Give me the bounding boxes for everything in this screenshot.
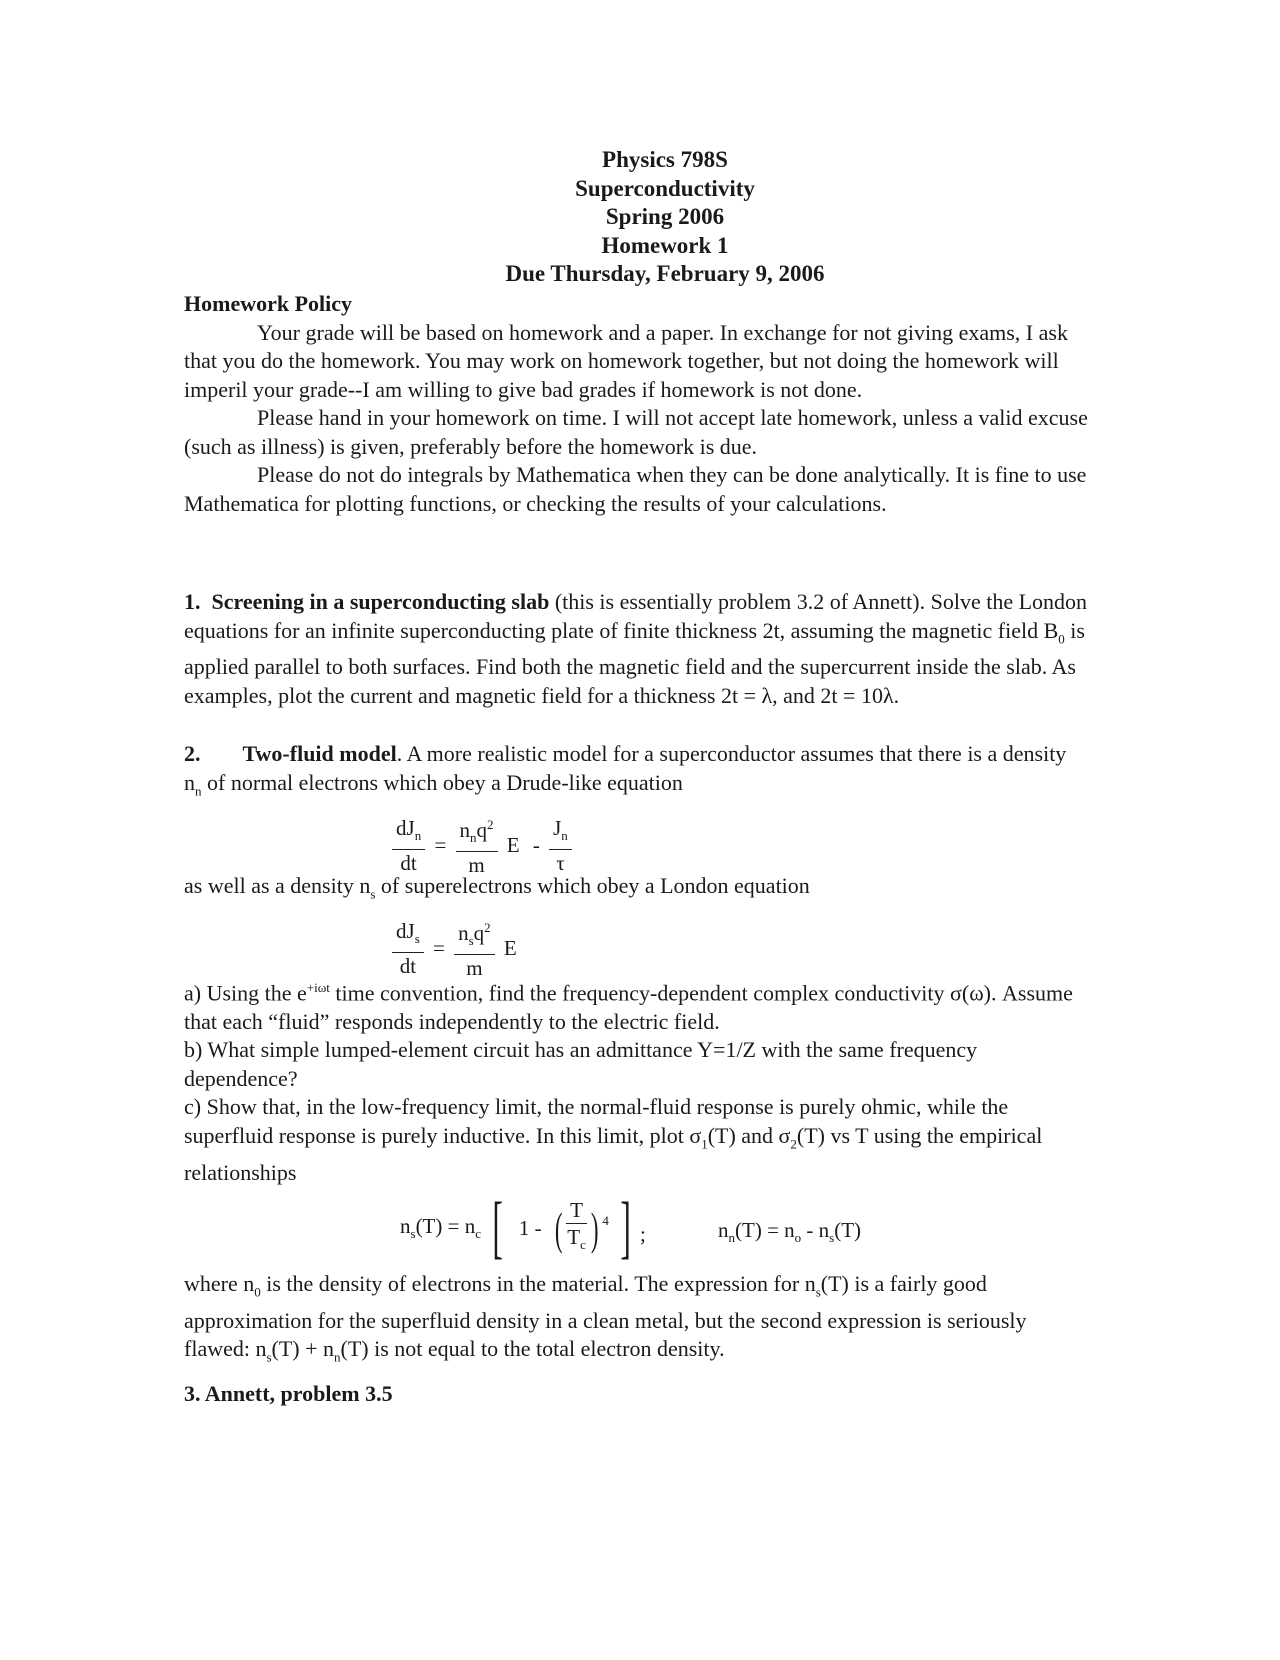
part-b: b) What simple lumped-element circuit has an admittance Y=1/Z with the same frequency dependence? — [184, 1037, 978, 1091]
london-equation: $\frac{dJ_s}{dt}$ = $\frac{n_sq^2}{m}$ E — [392, 915, 521, 981]
part-a-text: a) Using the e — [184, 980, 307, 1006]
eq2-sub: s — [414, 930, 420, 946]
problem-3-title: 3. Annett, problem 3.5 — [184, 1381, 393, 1406]
closing-sub3: s — [266, 1349, 272, 1365]
problem-1-number: 1. — [184, 589, 201, 614]
problem-2-closing — [184, 1270, 1089, 1372]
closing-1: where n — [184, 1271, 255, 1296]
part-a-sup: +iωt — [306, 980, 330, 995]
b0-subscript: 0 — [1058, 630, 1065, 646]
part-c-text-3: (T) vs T using the empirical relationships — [184, 1122, 1043, 1185]
eq3-tnum: T — [566, 1197, 587, 1224]
policy-heading: Homework Policy — [184, 291, 353, 316]
problem-3 — [184, 1380, 1089, 1409]
eq2-exp: 2 — [484, 920, 491, 935]
assignment-title: Homework 1 — [601, 232, 729, 258]
empirical-nn-equation — [718, 1218, 861, 1246]
eq3-exp: 4 — [602, 1212, 609, 1228]
eq1-exp: 2 — [487, 817, 494, 832]
eq1-tau: τ — [556, 850, 565, 875]
eq1-E: E — [506, 832, 520, 857]
eq4-n: n — [718, 1218, 729, 1242]
ns-subscript: s — [370, 886, 376, 902]
policy-paragraph-1: Your grade will be based on homework and a paper. In exchange for not giving exams, I ask that you do the homework. You may work on homework together, but not doing the homework will imperil your grade--I am willing to give bad grades if homework is not done. — [184, 319, 1068, 402]
problem-2-intro-text-2: of normal electrons which obey a Drude-like equation — [201, 769, 683, 795]
part-a — [184, 974, 1089, 1036]
eq1-dj: dJ — [396, 815, 415, 840]
eq1-minus: - — [532, 832, 540, 857]
mid-text: as well as a density n — [184, 873, 371, 898]
course-title: Physics 798S — [602, 147, 728, 172]
part-a-text-2: time convention, find the frequency-dependent complex conductivity σ(ω). Assume that each “fluid” responds independently to the electric field. — [184, 980, 1073, 1034]
closing-2: is the density of electrons in the material. The expression for n — [260, 1271, 816, 1296]
eq3-T: (T) = n — [415, 1213, 476, 1238]
eq1-J: J — [553, 815, 562, 840]
problem-1-title: Screening in a superconducting slab — [211, 589, 550, 614]
eq4-rhs: (T) = n — [735, 1218, 795, 1242]
eq3-sub-s: s — [410, 1226, 416, 1241]
policy-section — [184, 290, 1089, 518]
nn-subscript: n — [195, 782, 202, 798]
policy-paragraph-3: Please do not do integrals by Mathematica when they can be done analytically. It is fine to use Mathematica for plotting functions, or checking the results of your calculations. — [184, 462, 1087, 516]
eq2-dt: dt — [399, 953, 417, 978]
eq2-equals: = — [433, 935, 445, 960]
eq3-one: 1 - — [518, 1215, 542, 1240]
eq4-rhs3: (T) — [834, 1218, 862, 1242]
eq3-n: n — [400, 1213, 411, 1238]
closing-sub4: n — [334, 1349, 341, 1365]
drude-equation: $\frac{dJ_n}{dt}$ = $\frac{n_nq^2}{m}$ E - $\frac{J_n}{\tau}$ — [392, 812, 572, 878]
problem-1-note: (this is essentially problem 3.2 of Annett). — [549, 589, 926, 614]
part-c-text-2: (T) and σ — [707, 1122, 791, 1148]
problem-2-title: Two-fluid model — [242, 741, 397, 766]
eq1-m: m — [468, 853, 485, 878]
eq4-sub-s: s — [829, 1230, 835, 1246]
part-c-text: c) Show that, in the low-frequency limit, the normal-fluid response is purely ohmic, while the superfluid response is purely inductive. In this limit, plot σ — [184, 1094, 1009, 1148]
eq1-n: n — [459, 818, 471, 842]
closing-5: (T) is not equal to the total electron density. — [340, 1336, 725, 1362]
eq3-separator: ; — [640, 1222, 646, 1246]
eq2-n: n — [458, 921, 469, 945]
part-c-sub1: 1 — [701, 1136, 708, 1152]
problem-2-number: 2. — [184, 741, 201, 766]
closing-sub: 0 — [254, 1284, 261, 1300]
eq3-tden: T — [567, 1225, 581, 1250]
problem-2-intro — [184, 740, 1089, 805]
eq2-m: m — [466, 956, 483, 981]
closing-4: (T) + n — [271, 1336, 335, 1362]
eq4-rhs2: - n — [801, 1218, 830, 1242]
eq3-tc: c — [580, 1237, 586, 1253]
problem-1-body-cont: is applied parallel to both surfaces. Find both the magnetic field and the supercurrent inside the slab. As examples, plot the current and magnetic field for a thickness 2t = λ, and 2t = 10λ. — [184, 617, 1085, 708]
problem-2-mid — [184, 872, 1089, 909]
problem-2-parts — [184, 974, 1089, 1187]
eq4-sub-n: n — [728, 1230, 735, 1246]
eq1-dt: dt — [400, 850, 417, 875]
course-term: Spring 2006 — [605, 204, 725, 229]
eq3-sub-c: c — [475, 1226, 482, 1241]
closing-sub2: s — [815, 1284, 821, 1300]
document-header — [0, 146, 1280, 289]
problem-1 — [184, 588, 1089, 710]
eq2-E: E — [503, 935, 517, 960]
eq4-sub-o: o — [794, 1230, 802, 1246]
due-date: Due Thursday, February 9, 2006 — [505, 261, 825, 286]
policy-paragraph-2: Please hand in your homework on time. I will not accept late homework, unless a valid excuse (such as illness) is given, preferably before the homework is due. — [184, 405, 1088, 459]
part-c-sub2: 2 — [790, 1136, 797, 1152]
eq2-dj: dJ — [396, 918, 415, 943]
eq1-sub: n — [414, 827, 422, 843]
problem-1-body: Solve the London equations for an infinite superconducting plate of finite thickness 2t, assuming the magnetic field B — [184, 589, 1088, 643]
eq1-equals: = — [434, 832, 447, 857]
eq1-q: q — [476, 818, 488, 842]
closing-3: (T) is a fairly good approximation for the superfluid density in a clean metal, but the second expression is seriously flawed: n — [184, 1271, 1027, 1362]
eq2-q: q — [473, 921, 485, 945]
empirical-ns-equation: $n_s(T) = n_c$ [ 1 - ( $\frac{T}{T_c}$ ) $^4$ ] — [400, 1189, 631, 1266]
problem-2-intro-text: . A more realistic model for a superconductor assumes that there is a density n — [184, 741, 1067, 795]
course-subject: Superconductivity — [575, 175, 755, 201]
part-c — [184, 1093, 1089, 1187]
mid-text-2: of superelectrons which obey a London equation — [375, 873, 810, 898]
